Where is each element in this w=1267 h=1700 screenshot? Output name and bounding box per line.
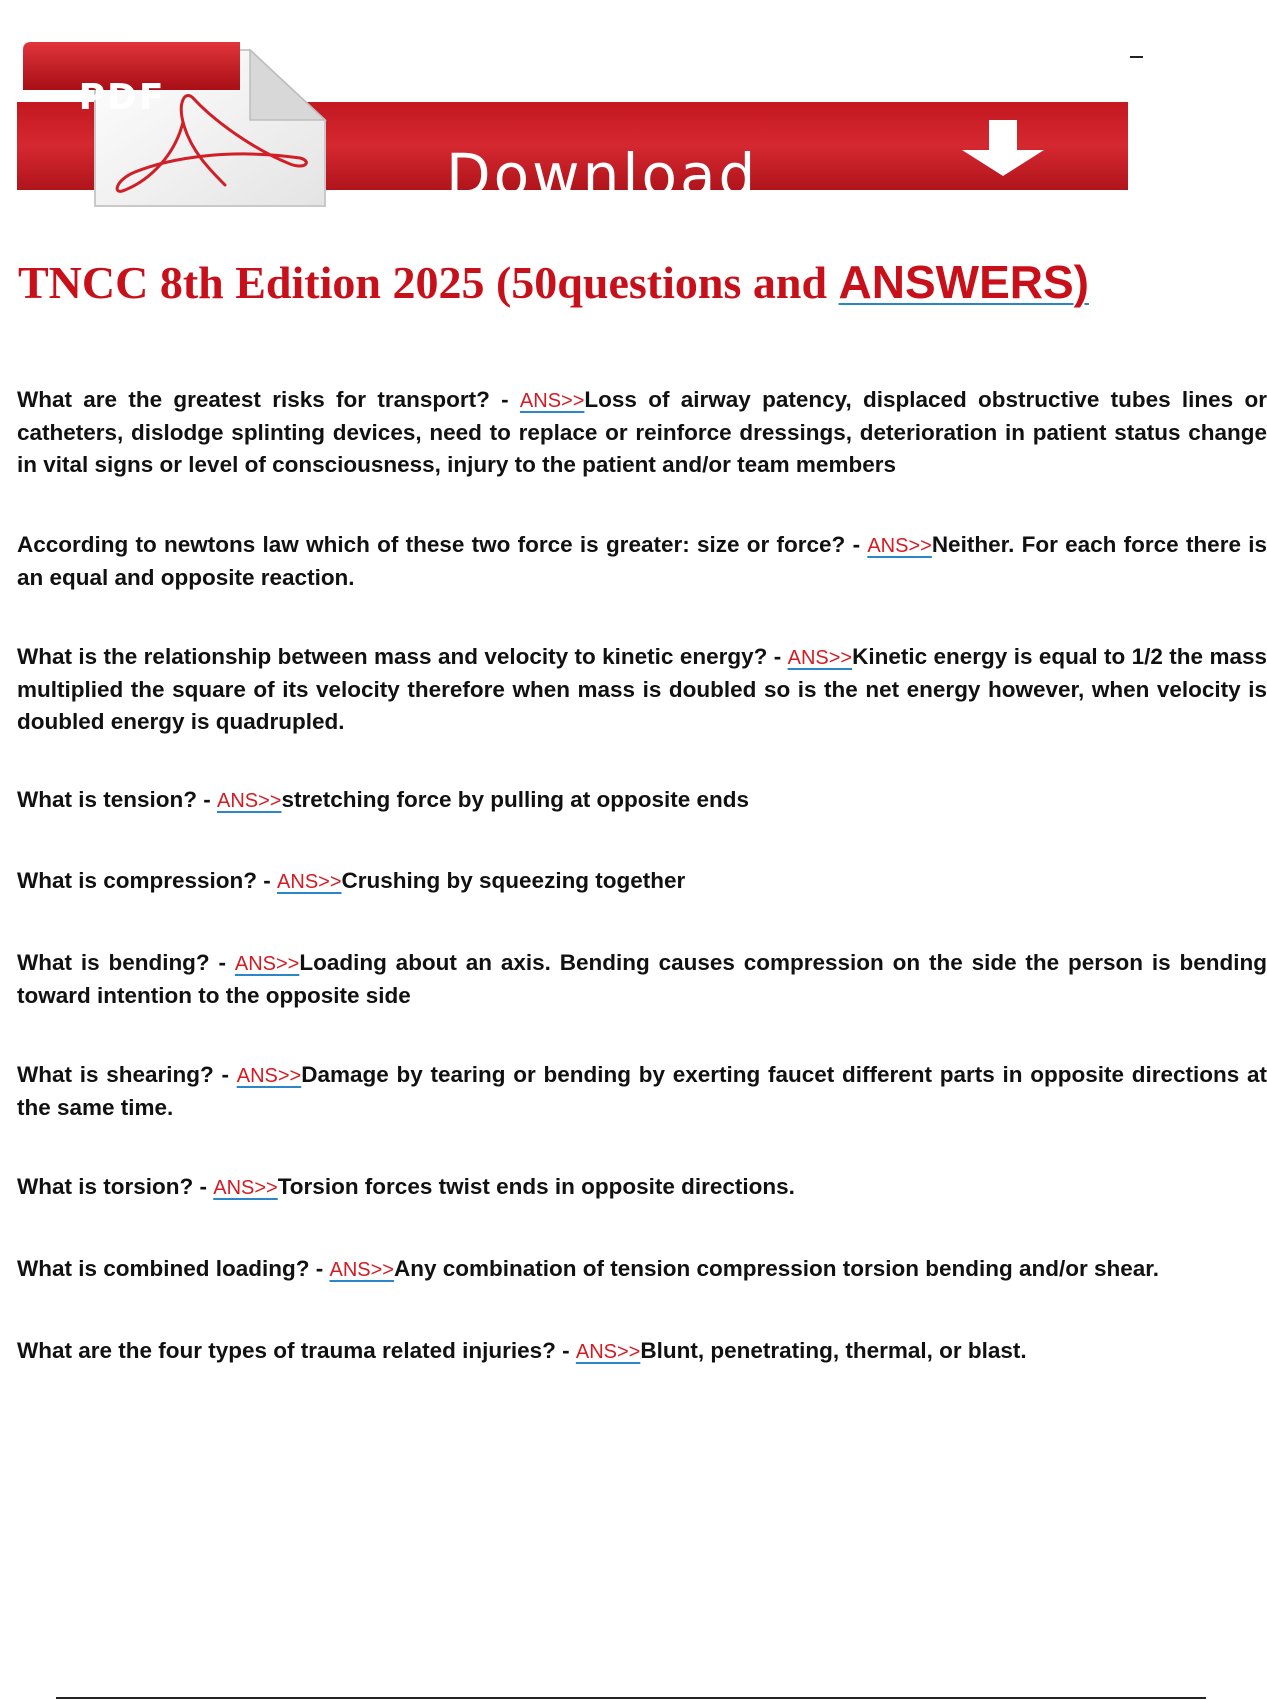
qa-item-3 xyxy=(17,641,1267,738)
qa-question: What are the four types of trauma related injuries? - xyxy=(17,1338,576,1363)
download-label[interactable]: Download xyxy=(446,141,759,209)
qa-item-5 xyxy=(17,865,1267,898)
qa-answer: stretching force by pulling at opposite ends xyxy=(281,787,750,812)
qa-question: What is torsion? - xyxy=(17,1174,214,1199)
qa-question: What is compression? - xyxy=(17,868,278,893)
qa-item-2 xyxy=(17,529,1267,594)
qa-item-9 xyxy=(17,1253,1267,1286)
ans-link[interactable]: ANS>> xyxy=(234,953,300,975)
qa-answer: Blunt, penetrating, thermal, or blast. xyxy=(640,1338,1027,1363)
qa-item-8 xyxy=(17,1171,1267,1204)
ans-link[interactable]: ANS>> xyxy=(867,535,932,557)
document-title xyxy=(18,254,1089,311)
qa-question: What is shearing? - xyxy=(17,1062,237,1087)
ans-link[interactable]: ANS>> xyxy=(519,390,585,412)
pdf-download-banner[interactable] xyxy=(0,30,1140,220)
title-serif-part: TNCC 8th Edition 2025 (50questions and xyxy=(18,257,839,308)
qa-list xyxy=(17,384,1267,1368)
qa-item-10 xyxy=(17,1335,1267,1368)
qa-question: What is bending? - xyxy=(17,950,235,975)
ans-link[interactable]: ANS>> xyxy=(575,1341,641,1363)
ans-link[interactable]: ANS>> xyxy=(329,1259,394,1281)
qa-question: According to newtons law which of these two force is greater: size or force? - xyxy=(17,532,868,557)
qa-question: What is combined loading? - xyxy=(17,1256,330,1281)
ans-link[interactable]: ANS>> xyxy=(787,647,853,669)
pdf-label: PDF xyxy=(78,77,166,118)
qa-answer: Loss of airway patency, displaced obstructive tubes lines or catheters, dislodge splinting devices, need to replace or reinforce dressings, deterioration in patient status change in vital signs or level of consciousness, injury to the patient and/or team members xyxy=(17,387,1267,477)
qa-answer: Crushing by squeezing together xyxy=(341,868,686,893)
qa-item-1 xyxy=(17,384,1267,481)
qa-answer: Kinetic energy is equal to 1/2 the mass multiplied the square of its velocity therefore when mass is doubled so is the net energy however, when velocity is doubled energy is quadrupled. xyxy=(17,644,1267,734)
qa-answer: Neither. For each force there is an equal and opposite reaction. xyxy=(17,532,1267,590)
ans-link[interactable]: ANS>> xyxy=(277,871,342,893)
qa-item-6 xyxy=(17,947,1267,1012)
ans-link[interactable]: ANS>> xyxy=(213,1177,278,1199)
qa-answer: Any combination of tension compression torsion bending and/or shear. xyxy=(393,1256,1160,1281)
qa-item-4 xyxy=(17,784,1267,817)
qa-answer: Loading about an axis. Bending causes compression on the side the person is bending toward intention to the opposite side xyxy=(17,950,1267,1008)
qa-question: What is the relationship between mass and velocity to kinetic energy? - xyxy=(17,644,788,669)
bottom-rule xyxy=(56,1697,1206,1699)
qa-answer: Torsion forces twist ends in opposite directions. xyxy=(277,1174,795,1199)
qa-item-7 xyxy=(17,1059,1267,1124)
pdf-page-fold xyxy=(250,50,325,120)
title-answers-link[interactable]: ANSWERS) xyxy=(838,256,1089,308)
ans-link[interactable]: ANS>> xyxy=(217,790,282,812)
qa-question: What is tension? - xyxy=(17,787,217,812)
qa-question: What are the greatest risks for transport? - xyxy=(17,387,520,412)
qa-answer: Damage by tearing or bending by exerting faucet different parts in opposite directions at the same time. xyxy=(17,1062,1267,1120)
ans-link[interactable]: ANS>> xyxy=(236,1065,302,1087)
